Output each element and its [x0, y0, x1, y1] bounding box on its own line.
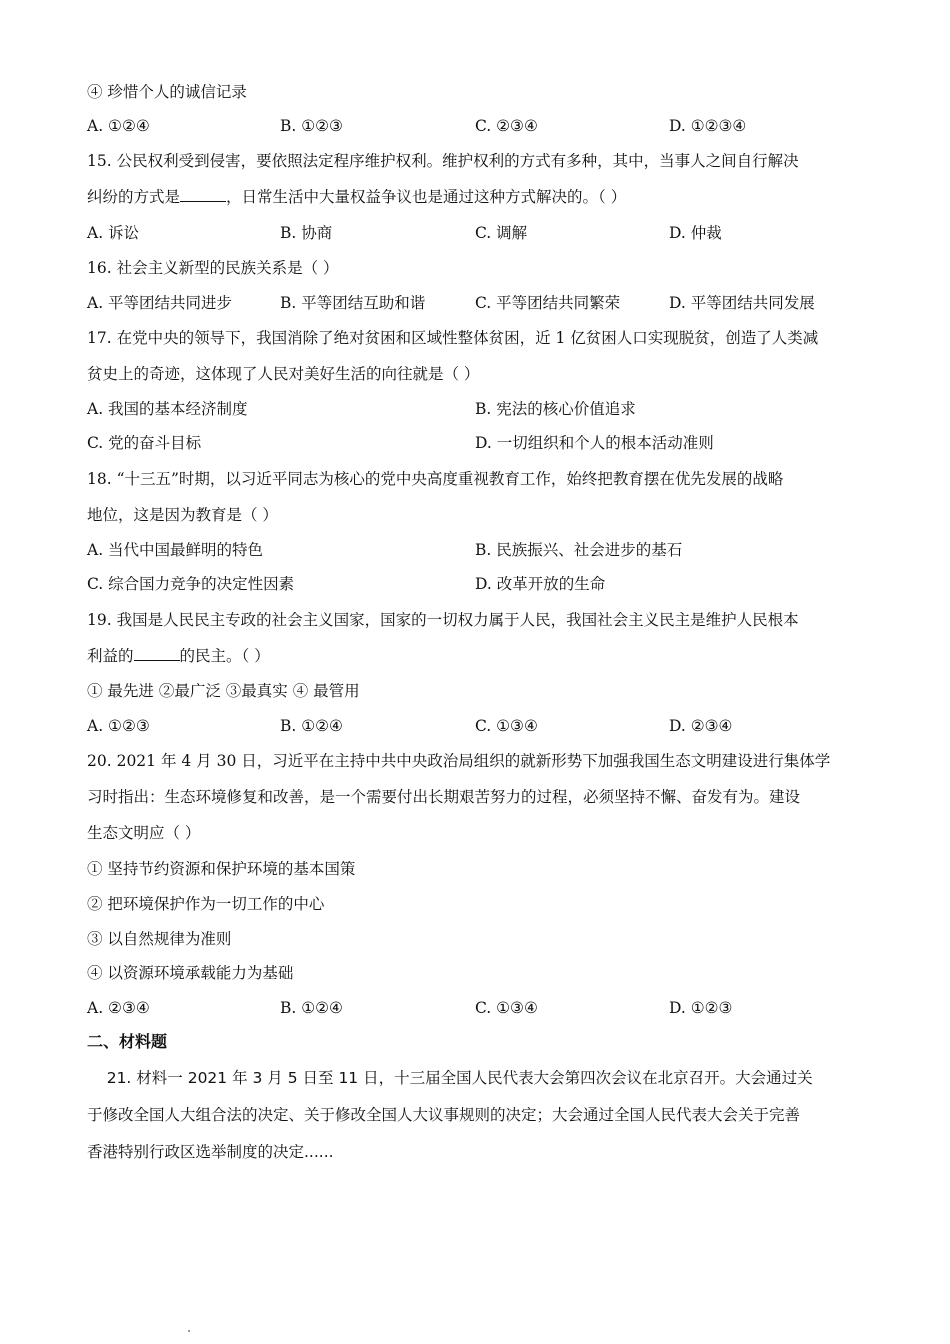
- q14-option-b[interactable]: B. ①②③: [280, 117, 343, 135]
- q18-option-c[interactable]: C. 综合国力竞争的决定性因素: [87, 575, 295, 593]
- q14-options: [87, 115, 877, 137]
- q17-line-2: 贫史上的奇迹，这体现了人民对美好生活的向往就是（ ）: [87, 365, 480, 383]
- q16-option-c[interactable]: C. 平等团结共同繁荣: [475, 294, 621, 312]
- q20-option-d[interactable]: D. ①②③: [669, 999, 733, 1017]
- q21-line-1: 21. 材料一 2021 年 3 月 5 日至 11 日，十三届全国人民代表大会第四次会议在北京召开。大会通过关: [87, 1069, 813, 1087]
- q20-option-b[interactable]: B. ①②④: [280, 999, 343, 1017]
- q20-item-4: ④ 以资源环境承载能力为基础: [87, 964, 294, 982]
- q18-option-b[interactable]: B. 民族振兴、社会进步的基石: [475, 541, 683, 559]
- q14-item-4: ④ 珍惜个人的诚信记录: [87, 83, 247, 101]
- q19-line-2: [87, 645, 870, 667]
- q15-line-1: 15. 公民权利受到侵害，要依照法定程序维护权利。维护权利的方式有多种，其中，当事人之间自行解决: [87, 152, 799, 170]
- q20-line-1: 20. 2021 年 4 月 30 日，习近平在主持中共中央政治局组织的就新形势下加强我国生态文明建设进行集体学: [87, 752, 831, 770]
- q17-line-1: 17. 在党中央的领导下，我国消除了绝对贫困和区域性整体贫困，近 1 亿贫困人口实现脱贫，创造了人类减: [87, 329, 819, 347]
- q19-line-2-post: 的民主。（ ）: [179, 647, 270, 665]
- q18-line-2: 地位，这是因为教育是（ ）: [87, 506, 278, 524]
- q20-option-c[interactable]: C. ①③④: [475, 999, 538, 1017]
- q16-option-a[interactable]: A. 平等团结共同进步: [87, 294, 233, 312]
- q19-items: ① 最先进 ②最广泛 ③最真实 ④ 最管用: [87, 682, 360, 700]
- q15-answer-blank: [180, 186, 226, 202]
- q19-options: [87, 715, 877, 737]
- q15-option-c[interactable]: C. 调解: [475, 224, 528, 242]
- q19-answer-blank: [134, 645, 180, 661]
- q15-options: [87, 222, 877, 244]
- q14-option-d[interactable]: D. ①②③④: [669, 117, 747, 135]
- q15-option-b[interactable]: B. 协商: [280, 224, 333, 242]
- q15-option-a[interactable]: A. 诉讼: [87, 224, 140, 242]
- q19-line-1: 19. 我国是人民民主专政的社会主义国家，国家的一切权力属于人民，我国社会主义民主是维护人民根本: [87, 611, 799, 629]
- q17-options-row-2: [87, 432, 877, 454]
- q20-item-1: ① 坚持节约资源和保护环境的基本国策: [87, 860, 356, 878]
- q19-option-d[interactable]: D. ②③④: [669, 717, 733, 735]
- q15-option-d[interactable]: D. 仲裁: [669, 224, 722, 242]
- q18-option-a[interactable]: A. 当代中国最鲜明的特色: [87, 541, 264, 559]
- q16-options: [87, 292, 877, 314]
- footer-dot: [188, 1330, 190, 1332]
- q20-options: [87, 997, 877, 1019]
- q19-option-c[interactable]: C. ①③④: [475, 717, 538, 735]
- q18-option-d[interactable]: D. 改革开放的生命: [475, 575, 606, 593]
- q20-line-2: 习时指出：生态环境修复和改善，是一个需要付出长期艰苦努力的过程，必须坚持不懈、奋发有为。建设: [87, 788, 801, 806]
- q17-options-row-1: [87, 398, 877, 420]
- q16-line-1: 16. 社会主义新型的民族关系是（ ）: [87, 259, 339, 277]
- q16-option-b[interactable]: B. 平等团结互助和谐: [280, 294, 426, 312]
- q20-line-3: 生态文明应（ ）: [87, 824, 201, 842]
- q15-line-2-pre: 纠纷的方式是: [87, 188, 181, 206]
- q16-option-d[interactable]: D. 平等团结共同发展: [669, 294, 815, 312]
- q18-options-row-1: [87, 539, 877, 561]
- q18-options-row-2: [87, 573, 877, 595]
- q14-option-a[interactable]: A. ①②④: [87, 117, 150, 135]
- section-title-material: 二、材料题: [87, 1032, 168, 1051]
- q19-line-2-pre: 利益的: [87, 647, 134, 665]
- q19-option-b[interactable]: B. ①②④: [280, 717, 343, 735]
- q17-option-c[interactable]: C. 党的奋斗目标: [87, 434, 202, 452]
- q20-item-3: ③ 以自然规律为准则: [87, 930, 232, 948]
- q17-option-a[interactable]: A. 我国的基本经济制度: [87, 400, 248, 418]
- q20-option-a[interactable]: A. ②③④: [87, 999, 150, 1017]
- q20-item-2: ② 把环境保护作为一切工作的中心: [87, 895, 325, 913]
- q17-option-b[interactable]: B. 宪法的核心价值追求: [475, 400, 636, 418]
- q15-line-2-post: ，日常生活中大量权益争议也是通过这种方式解决的。（ ）: [226, 188, 627, 206]
- q17-option-d[interactable]: D. 一切组织和个人的根本活动准则: [475, 434, 714, 452]
- q21-line-2: 于修改全国人大组合法的决定、关于修改全国人大议事规则的决定；大会通过全国人民代表大会关于完善: [87, 1106, 801, 1124]
- q19-option-a[interactable]: A. ①②③: [87, 717, 150, 735]
- q21-line-3: 香港特别行政区选举制度的决定......: [87, 1143, 334, 1161]
- q18-line-1: 18. “十三五”时期，以习近平同志为核心的党中央高度重视教育工作，始终把教育摆在优先发展的战略: [87, 470, 784, 488]
- q14-option-c[interactable]: C. ②③④: [475, 117, 538, 135]
- q15-line-2: [87, 186, 870, 208]
